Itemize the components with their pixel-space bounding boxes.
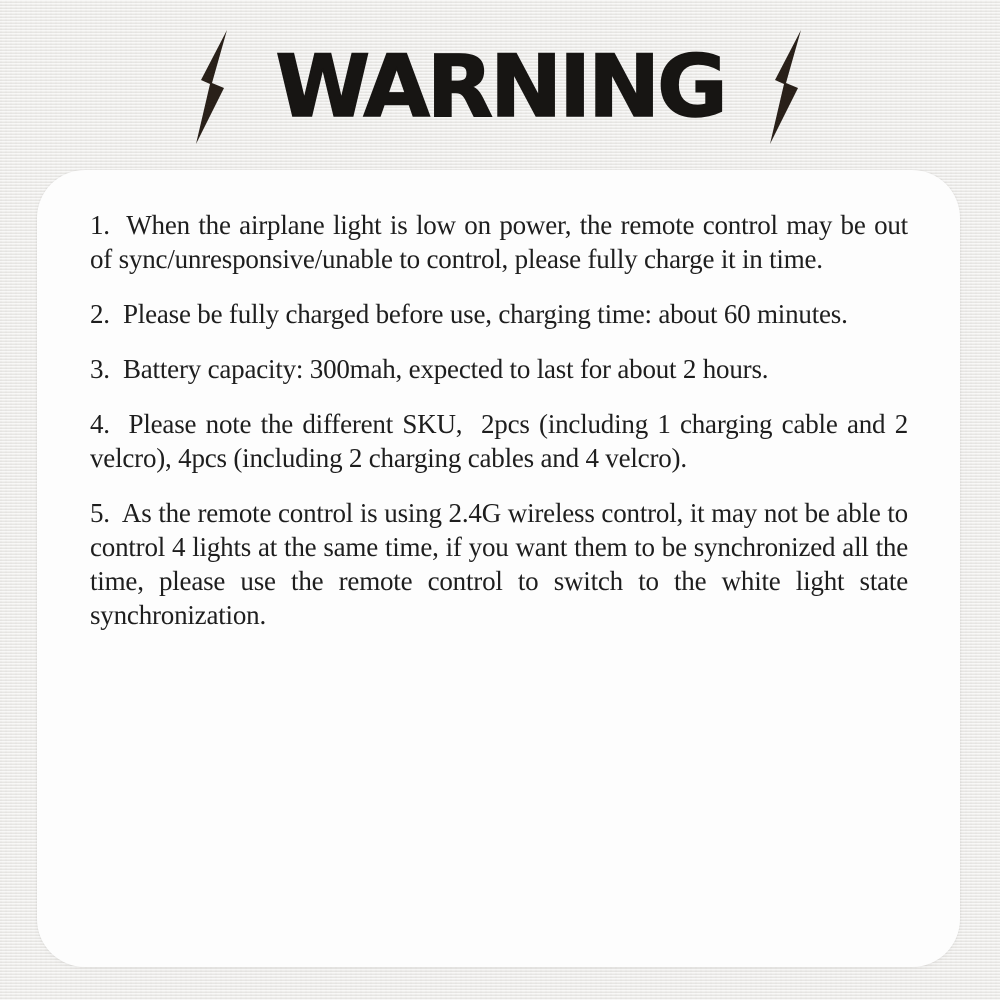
lightning-bolt-icon	[193, 30, 233, 144]
item-text: When the airplane light is low on power, the remote control may be out of sync/unresponsive/unable to control, please fully charge it in time.	[90, 210, 908, 274]
item-text: As the remote control is using 2.4G wireless control, it may not be able to control 4 lights at the same time, if you want them to be synchronized all the time, please use the remote control to switch to the white light state synchronization.	[90, 498, 908, 630]
item-number: 5.	[90, 498, 110, 528]
warning-card	[37, 170, 960, 967]
item-number: 4.	[90, 409, 110, 439]
lightning-bolt-icon	[767, 30, 807, 144]
item-text: Battery capacity: 300mah, expected to last for about 2 hours.	[109, 354, 769, 384]
warning-item-5	[90, 496, 908, 632]
warning-item-3	[90, 352, 908, 386]
warning-title: WARNING	[275, 37, 725, 137]
item-number: 3.	[90, 354, 110, 384]
item-text: Please be fully charged before use, charging time: about 60 minutes.	[109, 299, 848, 329]
item-number: 2.	[90, 299, 110, 329]
item-number: 1.	[90, 210, 110, 240]
warning-header	[0, 0, 1000, 144]
warning-item-4	[90, 407, 908, 475]
warning-item-1	[90, 208, 908, 276]
warning-item-2	[90, 297, 908, 331]
item-text: Please note the different SKU, 2pcs (including 1 charging cable and 2 velcro), 4pcs (including 2 charging cables and 4 velcro).	[90, 409, 908, 473]
